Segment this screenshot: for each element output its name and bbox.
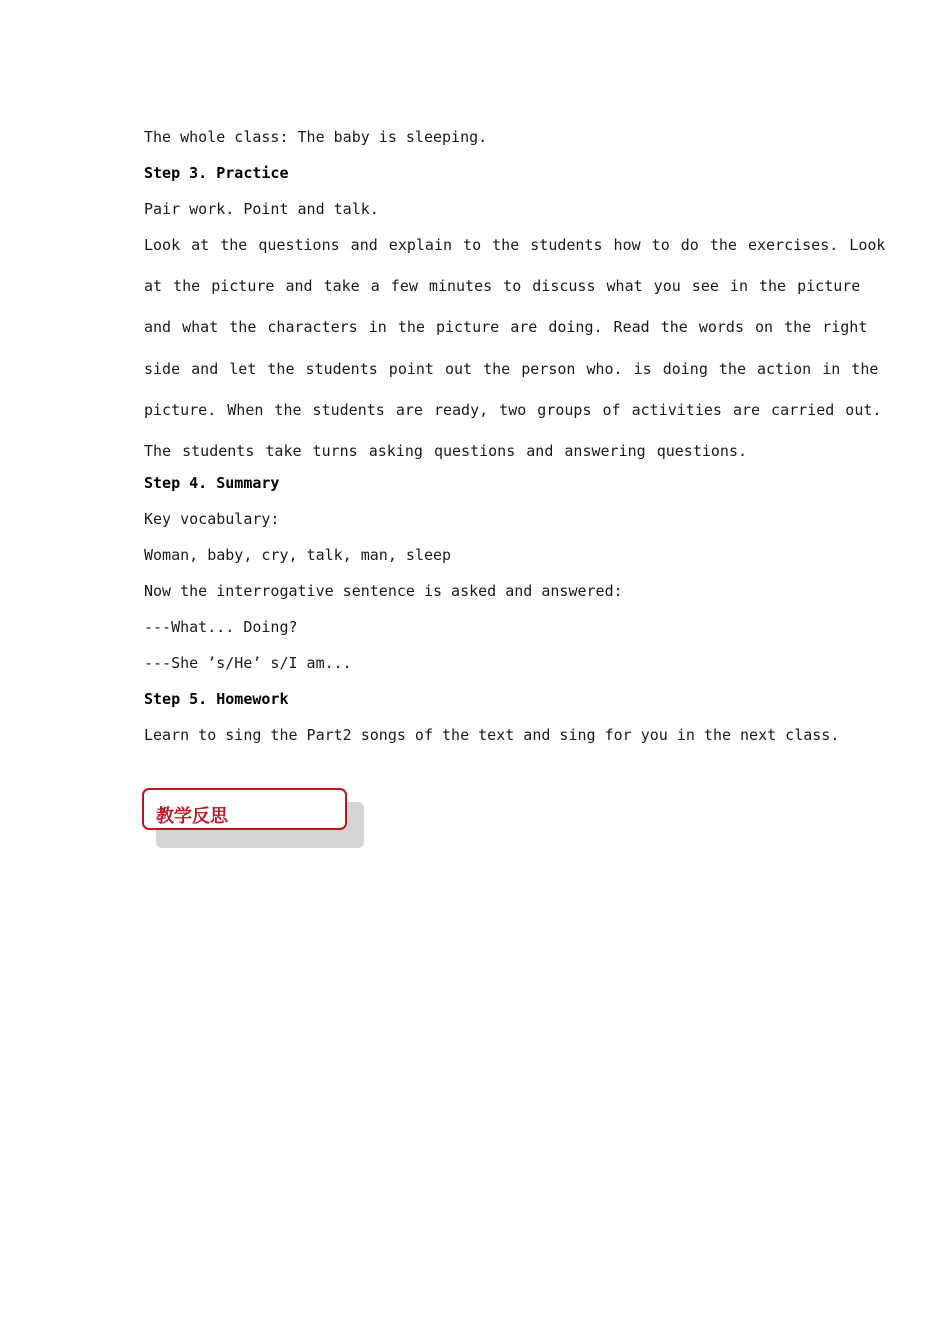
paragraph-line: at the picture and take a few minutes to discuss what you see in the picture bbox=[144, 277, 861, 296]
text-line: Pair work. Point and talk. bbox=[144, 200, 379, 218]
homework-line: Learn to sing the Part2 songs of the text and sing for you in the next class. bbox=[144, 726, 840, 745]
step-5-heading: Step 5. Homework bbox=[144, 690, 289, 709]
document-body bbox=[144, 124, 886, 758]
practice-paragraph bbox=[144, 225, 886, 472]
vocabulary-line: Woman, baby, cry, talk, man, sleep bbox=[144, 546, 452, 565]
step-4-heading: Step 4. Summary bbox=[144, 474, 280, 493]
paragraph-line: picture. When the students are ready, two groups of activities are carried out. bbox=[144, 400, 882, 419]
dialogue-line: ---She ’s/He’ s/I am... bbox=[144, 654, 352, 673]
paragraph-line: and what the characters in the picture are doing. Read the words on the right bbox=[144, 318, 868, 337]
teaching-reflection-callout bbox=[142, 788, 366, 850]
paragraph-line: side and let the students point out the person who. is doing the action in the bbox=[144, 359, 879, 378]
paragraph-line: Look at the questions and explain to the students how to do the exercises. Look bbox=[144, 236, 886, 254]
step-3-heading: Step 3. Practice bbox=[144, 164, 289, 182]
paragraph-line: The students take turns asking questions and answering questions. bbox=[144, 441, 747, 460]
dialogue-line: ---What... Doing? bbox=[144, 618, 298, 637]
text-line: Key vocabulary: bbox=[144, 510, 280, 529]
text-line: The whole class: The baby is sleeping. bbox=[144, 128, 488, 146]
teaching-reflection-label: 教学反思 bbox=[156, 806, 228, 827]
text-line: Now the interrogative sentence is asked and answered: bbox=[144, 582, 623, 601]
